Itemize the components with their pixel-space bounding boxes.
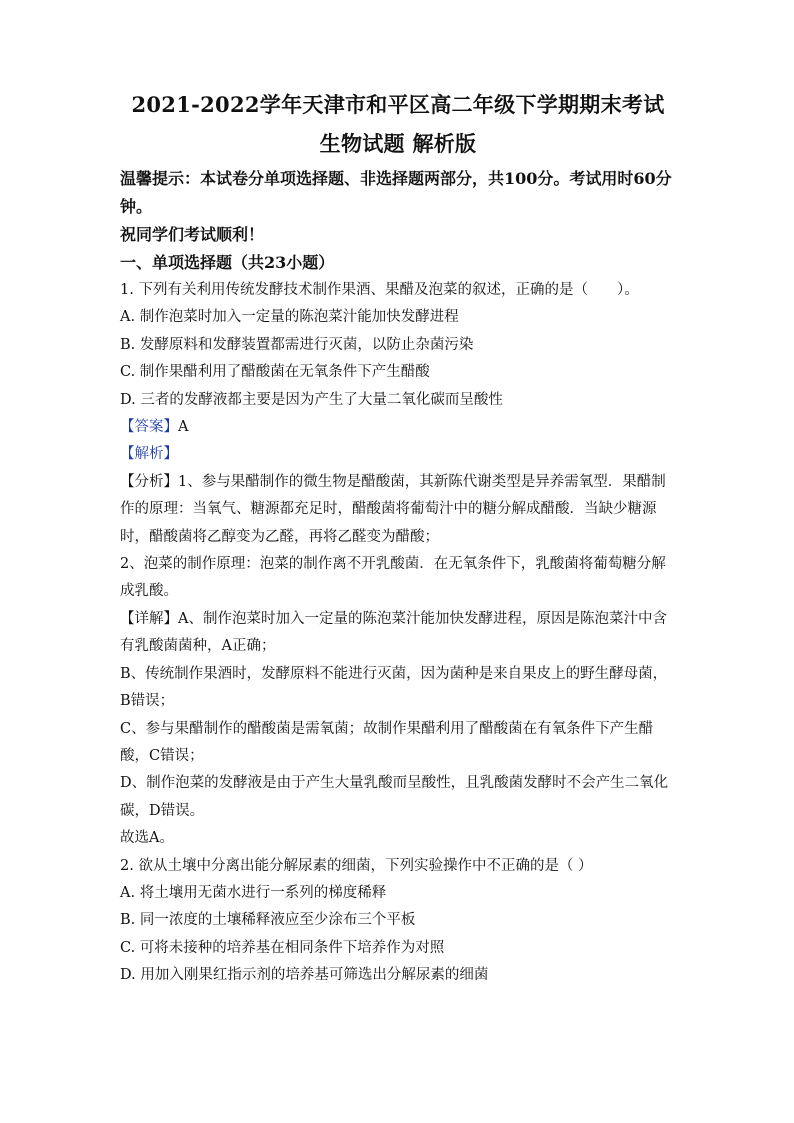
question-2-option-b: B. 同一浓度的土壤稀释液应至少涂布三个平板	[120, 912, 416, 929]
question-1-analysis-label	[120, 441, 676, 468]
analysis-text-1: 1、参与果醋制作的微生物是醋酸菌，其新陈代谢类型是异养需氧型．果醋制作的原理：当氧气、糖源都充足时，醋酸菌将葡萄汁中的糖分解成醋酸．当缺少糖源时，醋酸菌将乙醇变为乙醛，再将乙醛变为醋酸；	[120, 473, 666, 545]
question-1-conclusion: 故选A。	[120, 830, 174, 847]
detail-tag: 【详解】	[120, 610, 178, 627]
question-1-option-c: C. 制作果醋利用了醋酸菌在无氧条件下产生醋酸	[120, 364, 430, 381]
question-2-option-d: D. 用加入刚果红指示剂的培养基可筛选出分解尿素的细菌	[120, 967, 489, 984]
question-1-detail-c: C、参与果醋制作的醋酸菌是需氧菌；故制作果醋利用了醋酸菌在有氧条件下产生醋酸，C错误；	[120, 720, 654, 764]
answer-tag: 【答案】	[120, 419, 178, 436]
section-heading: 一、单项选择题（共23小题）	[120, 253, 335, 272]
question-2-option-a: A. 将土壤用无菌水进行一系列的梯度稀释	[120, 884, 387, 901]
question-2-stem: 2. 欲从土壤中分离出能分解尿素的细菌，下列实验操作中不正确的是（ ）	[120, 857, 593, 874]
question-1-analysis-2: 2、泡菜的制作原理：泡菜的制作离不开乳酸菌．在无氧条件下，乳酸菌将葡萄糖分解成乳酸。	[120, 556, 666, 600]
analysis-label-tag: 【解析】	[120, 446, 178, 463]
question-1-option-d: D. 三者的发酵液都主要是因为产生了大量二氧化碳而呈酸性	[120, 391, 503, 408]
question-1-analysis-1	[120, 469, 676, 551]
detail-a-text: A、制作泡菜时加入一定量的陈泡菜汁能加快发酵进程，原因是陈泡菜汁中含有乳酸菌菌种，A正确；	[120, 610, 667, 655]
question-1-detail-b: B、传统制作果酒时，发酵原料不能进行灭菌，因为菌种是来自果皮上的野生酵母菌，B错误；	[120, 665, 668, 710]
document-title-line2: 生物试题 解析版	[319, 131, 477, 156]
question-1-answer	[120, 414, 676, 441]
question-1-option-a: A. 制作泡菜时加入一定量的陈泡菜汁能加快发酵进程	[120, 309, 459, 326]
question-1-stem: 1. 下列有关利用传统发酵技术制作果酒、果醋及泡菜的叙述，正确的是（ ）。	[120, 282, 639, 298]
document-content	[120, 92, 676, 990]
question-1-detail-a	[120, 606, 676, 661]
analysis-tag: 【分析】	[120, 473, 178, 490]
document-title-line1: 2021-2022学年天津市和平区高二年级下学期期末考试	[131, 92, 665, 117]
exam-wish: 祝同学们考试顺利！	[120, 225, 265, 244]
question-1-option-b: B. 发酵原料和发酵装置都需进行灭菌，以防止杂菌污染	[120, 336, 474, 353]
question-1-detail-d: D、制作泡菜的发酵液是由于产生大量乳酸而呈酸性，且乳酸菌发酵时不会产生二氧化碳，D错误。	[120, 775, 669, 819]
answer-value: A	[178, 419, 189, 436]
question-2-option-c: C. 可将未接种的培养基在相同条件下培养作为对照	[120, 939, 445, 956]
exam-tip: 温馨提示：本试卷分单项选择题、非选择题两部分，共100分。考试用时60分钟。	[120, 169, 672, 216]
